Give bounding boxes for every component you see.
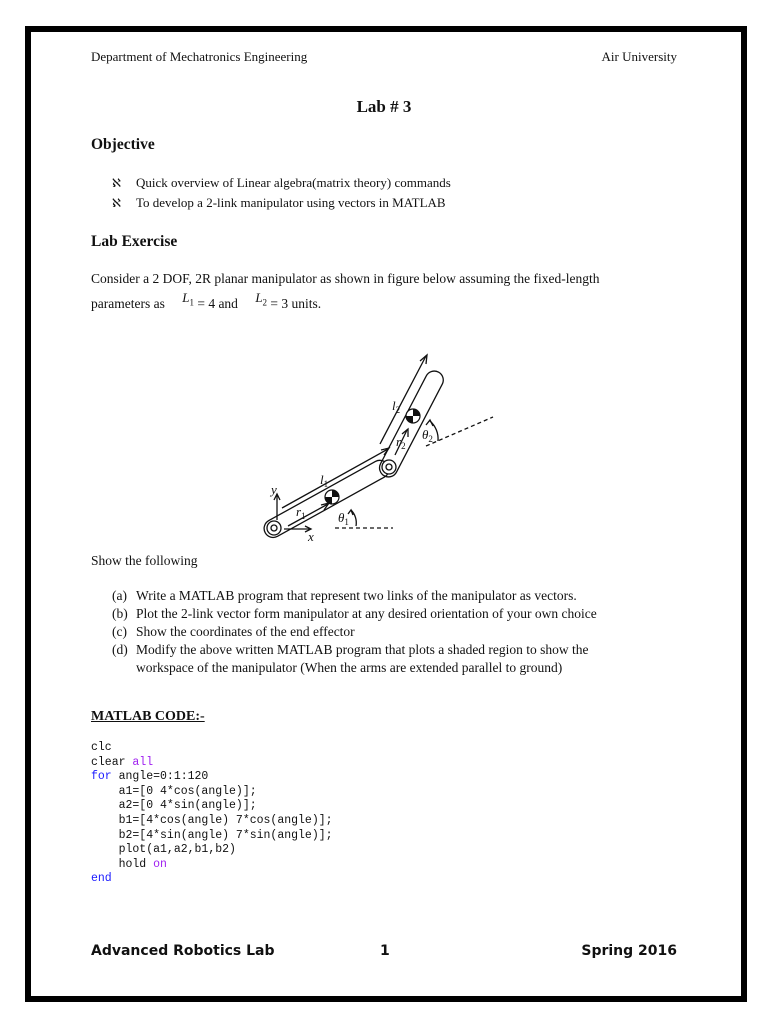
label-r2: $r_2$ bbox=[396, 434, 406, 451]
task-item: (d) Modify the above written MATLAB program that plots a shaded region to show the bbox=[112, 642, 589, 657]
code-line: clear all bbox=[91, 755, 154, 769]
L2-value: = 3 units. bbox=[270, 296, 322, 311]
footer-page-number: 1 bbox=[380, 943, 390, 959]
label-r1: $r_1$ bbox=[296, 504, 306, 521]
bullet-icon: ℵ bbox=[112, 176, 121, 190]
label-y: y bbox=[271, 482, 277, 497]
lab-exercise-heading: Lab Exercise bbox=[91, 233, 178, 250]
code-line: a1=[0 4*cos(angle)]; bbox=[91, 784, 257, 798]
show-following-heading: Show the following bbox=[91, 553, 198, 568]
code-line: a2=[0 4*sin(angle)]; bbox=[91, 799, 257, 813]
intro-prefix: parameters as bbox=[91, 296, 165, 311]
objective-item-text: To develop a 2-link manipulator using vectors in MATLAB bbox=[136, 195, 446, 210]
center-of-mass-1 bbox=[325, 490, 339, 504]
label-theta1: $\theta_1$ bbox=[338, 510, 349, 527]
exercise-intro-line2 bbox=[91, 290, 322, 314]
task-item: (c) Show the coordinates of the end effector bbox=[112, 624, 355, 639]
code-line: plot(a1,a2,b1,b2) bbox=[91, 843, 236, 857]
code-line: b1=[4*cos(angle) 7*cos(angle)]; bbox=[91, 813, 333, 827]
manipulator-figure bbox=[258, 350, 508, 545]
task-item-continued: workspace of the manipulator (When the arms are extended parallel to ground) bbox=[136, 660, 563, 675]
matlab-code-block bbox=[91, 741, 333, 887]
objective-heading: Objective bbox=[91, 136, 155, 153]
footer-semester: Spring 2016 bbox=[581, 943, 677, 959]
objective-item bbox=[112, 175, 451, 191]
L1-value: = 4 and bbox=[197, 296, 238, 311]
base-joint bbox=[267, 521, 281, 535]
page-title: Lab # 3 bbox=[356, 97, 412, 116]
objective-item-text: Quick overview of Linear algebra(matrix theory) commands bbox=[136, 175, 451, 190]
code-line: hold on bbox=[91, 857, 167, 871]
label-x: x bbox=[308, 529, 314, 544]
task-item: (b) Plot the 2-link vector form manipulator at any desired orientation of your own choice bbox=[112, 606, 597, 621]
exercise-intro-line1: Consider a 2 DOF, 2R planar manipulator as shown in figure below assuming the fixed-length bbox=[91, 271, 600, 286]
code-line: clc bbox=[91, 741, 112, 754]
code-line: end bbox=[91, 872, 112, 886]
label-l1: $l_1$ bbox=[320, 472, 329, 489]
code-line: b2=[4*sin(angle) 7*sin(angle)]; bbox=[91, 828, 333, 842]
matlab-code-heading: MATLAB CODE:- bbox=[91, 709, 205, 724]
footer-course: Advanced Robotics Lab bbox=[91, 943, 275, 959]
L2-symbol: $L_2$ bbox=[255, 290, 268, 308]
header-department: Department of Mechatronics Engineering bbox=[91, 49, 308, 64]
label-theta2: $\theta_2$ bbox=[422, 427, 433, 444]
elbow-joint bbox=[382, 460, 396, 474]
L1-symbol: $L_1$ bbox=[182, 290, 194, 308]
header-university: Air University bbox=[601, 49, 677, 64]
task-item: (a) Write a MATLAB program that represent two links of the manipulator as vectors. bbox=[112, 588, 577, 603]
code-line: for angle=0:1:120 bbox=[91, 770, 209, 784]
label-l2: $l_2$ bbox=[392, 398, 401, 415]
center-of-mass-2 bbox=[406, 409, 420, 423]
objective-item bbox=[112, 195, 446, 211]
bullet-icon: ℵ bbox=[112, 196, 121, 210]
